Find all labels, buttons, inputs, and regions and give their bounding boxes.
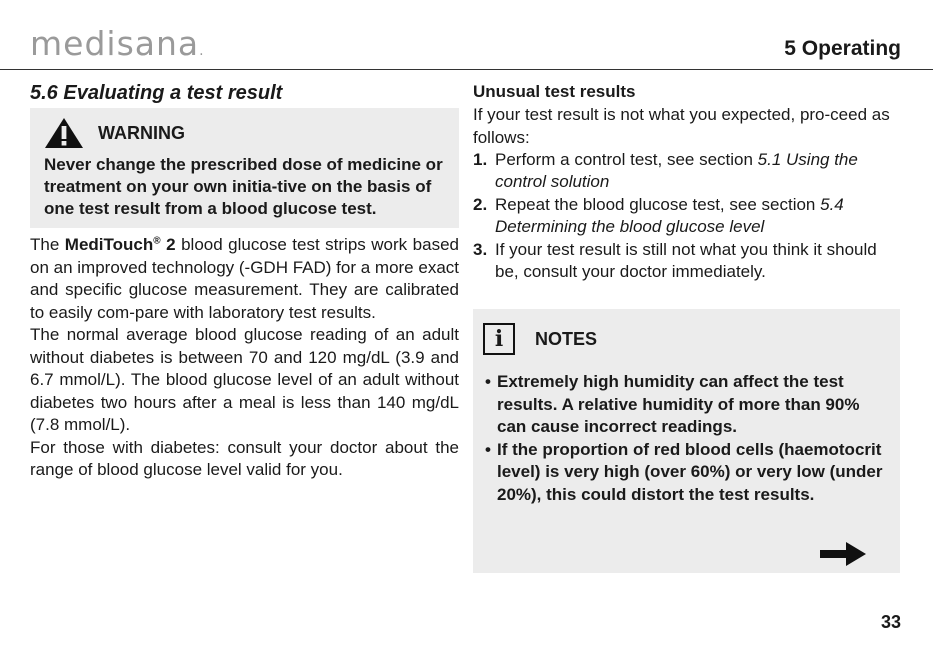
note-text: Extremely high humidity can affect the test results. A relative humidity of more than 90% can cause incorrect readings.	[497, 372, 860, 436]
logo-mark: .	[199, 43, 205, 59]
warning-title: WARNING	[98, 122, 185, 143]
section-title: 5.6 Evaluating a test result	[30, 82, 283, 104]
model-number: 2	[166, 235, 176, 254]
notes-header	[483, 321, 892, 357]
list-item	[483, 439, 892, 507]
brand-name: MediTouch	[64, 235, 154, 254]
notes-title: NOTES	[535, 328, 598, 349]
notes-box	[473, 309, 900, 573]
step-text: Repeat the blood glucose test, see section	[495, 195, 821, 214]
list-item	[473, 149, 903, 193]
notes-list	[483, 371, 892, 506]
unusual-results-intro: If your test result is not what you expected, pro-ceed as follows:	[473, 105, 890, 147]
warning-triangle-icon	[44, 117, 84, 149]
left-column	[30, 80, 459, 482]
unusual-results-heading: Unusual test results	[473, 82, 636, 101]
steps-list	[473, 149, 903, 283]
arrow-right-icon	[820, 542, 866, 566]
bullet: •	[485, 372, 491, 391]
step-reference: 5.4 Determining the blood glucose level	[495, 195, 844, 236]
step-number: 3.	[473, 240, 488, 259]
paragraph-diabetes: For those with diabetes: consult your doctor about the range of blood glucose level valid for you.	[30, 437, 459, 479]
step-number: 2.	[473, 195, 488, 214]
note-text: If the proportion of red blood cells (haemotocrit level) is very high (over 60%) or very low (under 20%), this could distort the test results.	[497, 439, 883, 504]
para1-text: blood glucose test strips work based on an improved technology (-GDH FAD) for a more exact and specific glucose measurement. They are calibrated to easily com-pare with laboratory test results.	[30, 235, 459, 322]
step-text: If your test result is still not what you think it should be, consult your doctor immediately.	[495, 240, 877, 281]
warning-header	[44, 116, 447, 150]
right-column	[473, 80, 903, 284]
para1-prefix: The	[30, 235, 60, 254]
list-item	[473, 239, 903, 283]
step-number: 1.	[473, 150, 488, 169]
header-divider	[0, 69, 933, 70]
list-item	[483, 371, 892, 439]
step-reference: 5.1 Using the control solution	[495, 150, 858, 191]
logo-text: medisana	[30, 24, 200, 63]
chapter-title: 5 Operating	[784, 37, 901, 60]
warning-box	[30, 108, 459, 228]
medisana-logo	[30, 24, 205, 71]
page-number: 33	[880, 612, 901, 632]
warning-text: Never change the prescribed dose of medicine or treatment on your own initia-tive on the basis of one test result from a blood glucose test.	[44, 155, 443, 218]
info-icon: i	[483, 323, 515, 355]
paragraph-strips	[30, 234, 459, 324]
registered-mark: ®	[153, 235, 161, 247]
step-text: Perform a control test, see section	[495, 150, 758, 169]
paragraph-normal-range: The normal average blood glucose reading of an adult without diabetes is between 70 and 120 mg/dL (3.9 and 6.7 mmol/L). The blood glucose level of an adult without diabetes two hours after a meal is less than 140 mg/dL (7.8 mmol/L).	[30, 325, 459, 434]
bullet: •	[485, 439, 491, 459]
list-item	[473, 194, 903, 238]
